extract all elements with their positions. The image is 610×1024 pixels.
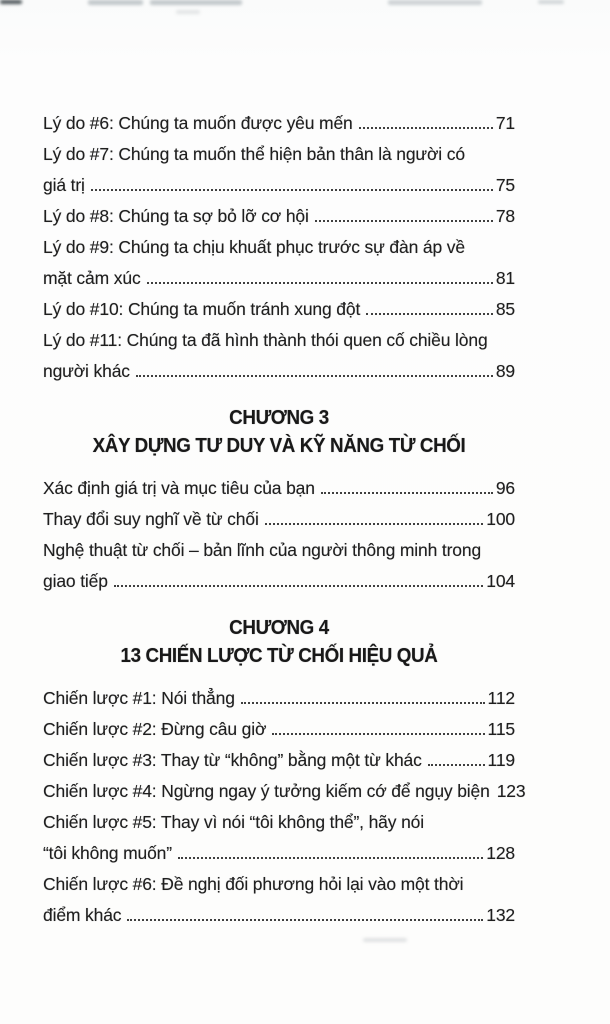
toc-entry-line <box>43 325 515 356</box>
dotted-leader <box>359 127 493 129</box>
page-number: 78 <box>495 206 515 226</box>
page-number: 123 <box>496 781 526 801</box>
scan-smudge <box>88 0 143 5</box>
toc-entry-line <box>43 139 515 170</box>
entry-title: điểm khác <box>43 905 122 925</box>
toc-entry-continuation-line <box>43 263 515 294</box>
chapter-number-line: CHƯƠNG 3 <box>229 407 329 429</box>
entry-title: Chiến lược #4: Ngừng ngay ý tưởng kiếm cớ để ngụy biện <box>43 781 490 801</box>
scan-smudge <box>150 0 242 5</box>
page-number: 115 <box>487 719 515 739</box>
dotted-leader <box>315 220 493 222</box>
toc-entry-line <box>43 108 515 139</box>
entry-title: Lý do #10: Chúng ta muốn tránh xung đột <box>43 299 361 319</box>
page-number: 81 <box>495 268 515 288</box>
entry-title: Chiến lược #3: Thay từ “không” bằng một từ khác <box>43 750 422 770</box>
dotted-leader <box>241 702 485 704</box>
toc-entry-continuation-line <box>43 170 515 201</box>
page-number: 132 <box>486 905 515 925</box>
entry-title: Chiến lược #5: Thay vì nói “tôi không thể”, hãy nói <box>43 812 424 832</box>
dotted-leader <box>265 523 484 525</box>
toc-entry-line <box>43 745 515 776</box>
scan-smudge <box>363 938 407 942</box>
dotted-leader <box>366 313 493 315</box>
scan-smudge <box>176 10 200 14</box>
scan-smudge <box>538 0 564 4</box>
chapter-heading <box>43 404 515 460</box>
dotted-leader <box>321 492 493 494</box>
dotted-leader <box>127 919 483 921</box>
entry-title: Lý do #9: Chúng ta chịu khuất phục trước sự đàn áp về <box>43 237 465 257</box>
scan-smudge <box>388 0 482 5</box>
toc-entry-line <box>43 807 515 838</box>
page-number: 85 <box>495 299 515 319</box>
page-number: 89 <box>495 361 515 381</box>
page-number: 119 <box>487 750 515 770</box>
entry-title: “tôi không muốn” <box>43 843 172 863</box>
toc-entry-continuation-line <box>43 900 515 931</box>
entry-title: Lý do #7: Chúng ta muốn thể hiện bản thân là người có <box>43 144 465 164</box>
chapter-heading <box>43 614 515 670</box>
toc-entry-line <box>43 683 515 714</box>
dotted-leader <box>178 857 483 859</box>
chapter-title-line: XÂY DỰNG TƯ DUY VÀ KỸ NĂNG TỪ CHỐI <box>92 435 466 457</box>
entry-title: Chiến lược #6: Đề nghị đối phương hỏi lại vào một thời <box>43 874 464 894</box>
entry-title: giá trị <box>43 175 85 195</box>
chapter-title-line: 13 CHIẾN LƯỢC TỪ CHỐI HIỆU QUẢ <box>120 645 438 667</box>
toc-entry-continuation-line <box>43 566 515 597</box>
entry-title: Thay đổi suy nghĩ về từ chối <box>43 509 259 529</box>
dotted-leader <box>136 375 493 377</box>
toc-entry-line <box>43 294 515 325</box>
page-number: 100 <box>486 509 515 529</box>
toc-entry-line <box>43 473 515 504</box>
entry-title: Lý do #8: Chúng ta sợ bỏ lỡ cơ hội <box>43 206 309 226</box>
page-number: 112 <box>487 688 515 708</box>
dotted-leader <box>147 282 493 284</box>
toc-entry-continuation-line <box>43 356 515 387</box>
page-number: 128 <box>486 843 515 863</box>
chapter-number-line: CHƯƠNG 4 <box>229 617 329 639</box>
toc-entry-line <box>43 201 515 232</box>
toc-entry-line <box>43 869 515 900</box>
page-number: 71 <box>495 113 515 133</box>
toc-entry-line <box>43 535 515 566</box>
entry-title: giao tiếp <box>43 571 108 591</box>
entry-title: mặt cảm xúc <box>43 268 141 288</box>
entry-title: Xác định giá trị và mục tiêu của bạn <box>43 478 315 498</box>
page-number: 75 <box>495 175 515 195</box>
dotted-leader <box>91 189 493 191</box>
toc-entry-line <box>43 504 515 535</box>
dotted-leader <box>272 733 484 735</box>
entry-title: Chiến lược #2: Đừng câu giờ <box>43 719 267 739</box>
toc-entry-line <box>43 232 515 263</box>
page-number: 96 <box>495 478 515 498</box>
entry-title: Lý do #11: Chúng ta đã hình thành thói quen cố chiều lòng <box>43 330 488 350</box>
toc-entry-continuation-line <box>43 838 515 869</box>
entry-title: Nghệ thuật từ chối – bản lĩnh của người thông minh trong <box>43 540 482 560</box>
toc-entry-line <box>43 776 526 807</box>
dotted-leader <box>114 585 483 587</box>
entry-title: người khác <box>43 361 130 381</box>
scan-smudge <box>0 0 22 4</box>
toc-entry-line <box>43 714 515 745</box>
page-number: 104 <box>486 571 515 591</box>
entry-title: Lý do #6: Chúng ta muốn được yêu mến <box>43 113 353 133</box>
entry-title: Chiến lược #1: Nói thẳng <box>43 688 235 708</box>
dotted-leader <box>428 764 485 766</box>
